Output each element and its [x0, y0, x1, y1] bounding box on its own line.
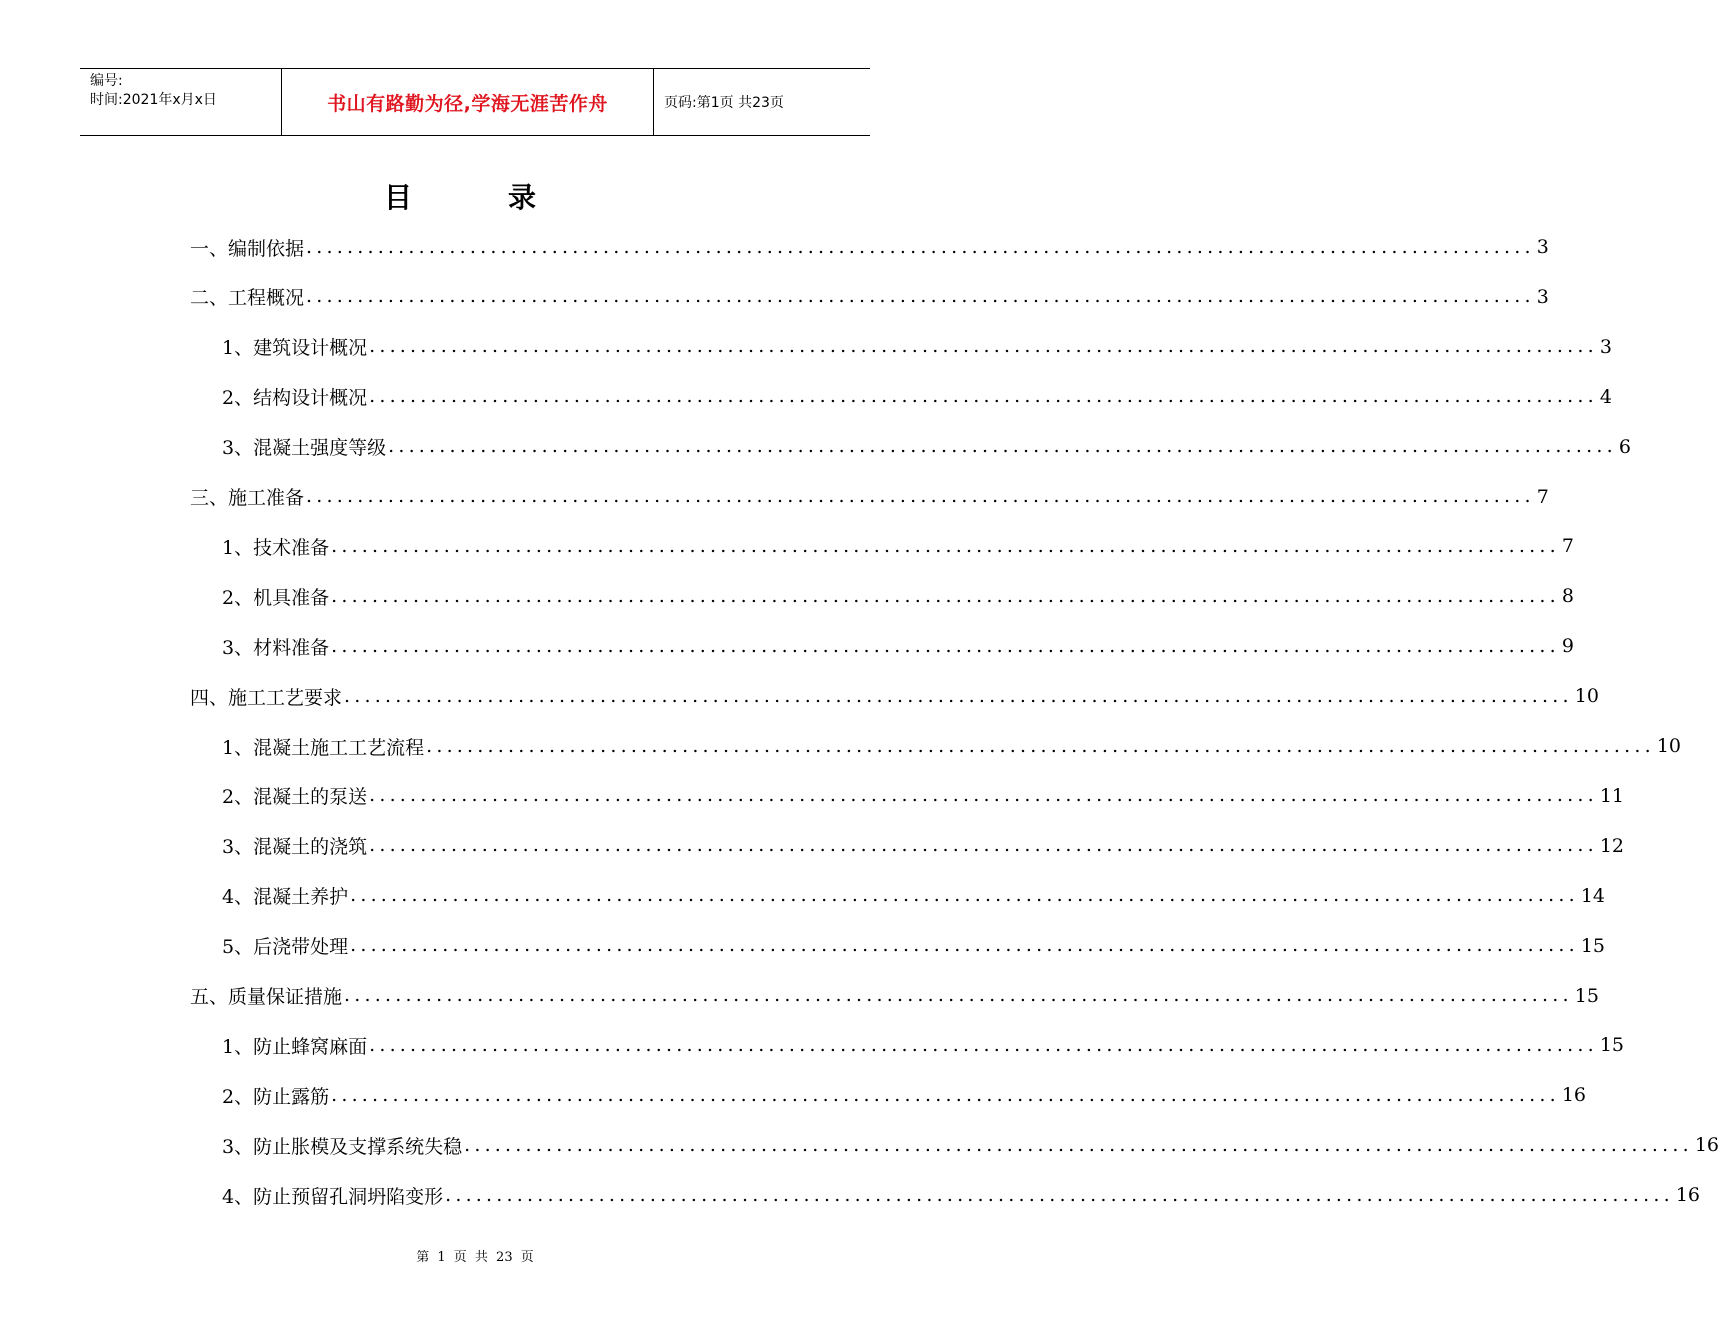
toc-dot-leader: ........................................................................................................................: [426, 734, 1655, 757]
toc-title: 目录: [383, 181, 632, 214]
toc-dot-leader: ........................................................................................................................: [306, 235, 1535, 258]
toc-entry-page: 12: [1599, 834, 1625, 857]
page-footer: 第 1 页 共 23 页: [416, 1250, 534, 1265]
toc-entry-page: 16: [1561, 1084, 1587, 1107]
toc-entry-page: 15: [1574, 984, 1599, 1007]
toc-entry-label: 3、混凝土强度等级: [222, 437, 387, 460]
toc-entry-page: 16: [1675, 1184, 1701, 1207]
toc-entry-page: 3: [1536, 285, 1549, 308]
toc-entry-label: 五、质量保证措施: [190, 986, 343, 1008]
toc-entry-label: 3、防止胀模及支撑系统失稳: [222, 1135, 463, 1158]
toc-entry-page: 3: [1599, 335, 1612, 358]
toc-dot-leader: ........................................................................................................................: [344, 984, 1573, 1006]
toc-entry[interactable]: [222, 1120, 1719, 1170]
toc-entry-label: 1、混凝土施工工艺流程: [222, 736, 425, 759]
toc-entry-page: 6: [1618, 435, 1631, 458]
header-page-info: 页码:第1页 共23页: [664, 95, 784, 111]
toc-dot-leader: ........................................................................................................................: [350, 884, 1579, 907]
toc-entry-page: 10: [1656, 735, 1682, 757]
toc-entry-label: 3、混凝土的浇筑: [222, 836, 368, 859]
toc-entry-label: 三、施工准备: [190, 487, 305, 509]
toc-dot-leader: ........................................................................................................................: [388, 435, 1617, 458]
toc-entry-label: 二、工程概况: [190, 287, 305, 310]
toc-dot-leader: ........................................................................................................................: [445, 1183, 1674, 1206]
toc-dot-leader: ........................................................................................................................: [369, 1033, 1598, 1056]
toc-entry[interactable]: [222, 372, 1612, 422]
toc-entry[interactable]: [222, 322, 1612, 372]
header-motto-cell: [282, 69, 654, 135]
toc-entry-page: 16: [1694, 1134, 1719, 1157]
toc-entry-label: 1、技术准备: [222, 536, 330, 559]
toc-entry-label: 一、编制依据: [190, 237, 305, 260]
toc-entry[interactable]: [222, 821, 1625, 871]
toc-dot-leader: ........................................................................................................................: [369, 834, 1598, 857]
toc-dot-leader: ........................................................................................................................: [331, 584, 1560, 607]
toc-dot-leader: ........................................................................................................................: [369, 385, 1598, 408]
toc-entry-page: 3: [1536, 236, 1549, 258]
header-info-cell: [80, 69, 282, 135]
toc-dot-leader: ........................................................................................................................: [344, 684, 1573, 707]
toc-entry-page: 8: [1561, 585, 1574, 608]
document-number-label: 编号:: [90, 73, 123, 89]
toc-entry-page: 15: [1599, 1034, 1625, 1057]
header-motto: 书山有路勤为径,学海无涯苦作舟: [327, 92, 608, 115]
toc-dot-leader: ........................................................................................................................: [331, 1083, 1560, 1106]
toc-entry-label: 3、材料准备: [222, 636, 330, 659]
toc-entry-label: 2、防止露筋: [222, 1085, 330, 1108]
toc-entry[interactable]: [222, 1170, 1701, 1220]
toc-entry[interactable]: [190, 671, 1599, 721]
document-header: [80, 68, 870, 136]
toc-entry[interactable]: [222, 422, 1631, 472]
toc-entry[interactable]: [222, 1020, 1625, 1070]
toc-entry-page: 7: [1561, 535, 1574, 558]
toc-entry-label: 2、机具准备: [222, 586, 330, 609]
toc-entry[interactable]: [222, 1070, 1587, 1120]
toc-dot-leader: ........................................................................................................................: [331, 634, 1560, 657]
toc-entry[interactable]: [190, 472, 1549, 522]
toc-dot-leader: ........................................................................................................................: [369, 784, 1598, 807]
toc-entry-page: 10: [1574, 685, 1599, 708]
header-page-cell: [654, 69, 870, 135]
toc-entry-page: 11: [1599, 784, 1625, 807]
toc-entry[interactable]: [190, 222, 1549, 272]
toc-entry-label: 5、后浇带处理: [222, 936, 349, 959]
toc-entry[interactable]: [222, 521, 1574, 571]
toc-entry-page: 4: [1599, 385, 1612, 408]
toc-entry[interactable]: [190, 971, 1599, 1021]
toc-entry-label: 4、混凝土养护: [222, 886, 349, 909]
toc-dot-leader: ........................................................................................................................: [306, 285, 1535, 308]
toc-entry[interactable]: [222, 871, 1606, 921]
toc-entry-page: 9: [1561, 635, 1574, 658]
document-time-label: 时间:2021年x月x日: [90, 92, 217, 108]
toc-dot-leader: ........................................................................................................................: [331, 534, 1560, 557]
toc-entry-label: 2、结构设计概况: [222, 387, 368, 410]
toc-entry-page: 15: [1580, 934, 1606, 957]
toc-entry-label: 四、施工工艺要求: [190, 686, 343, 709]
toc-entry-label: 1、防止蜂窝麻面: [222, 1035, 368, 1058]
toc-entry-page: 14: [1580, 884, 1606, 907]
toc-entry-label: 4、防止预留孔洞坍陷变形: [222, 1185, 444, 1208]
toc-dot-leader: ........................................................................................................................: [369, 335, 1598, 358]
toc-dot-leader: ........................................................................................................................: [464, 1133, 1693, 1156]
toc-entry[interactable]: [222, 771, 1625, 821]
toc-dot-leader: ........................................................................................................................: [350, 934, 1579, 957]
toc-entry[interactable]: [222, 621, 1574, 671]
toc-entry-label: 2、混凝土的泵送: [222, 786, 368, 809]
toc-entry[interactable]: [190, 272, 1549, 322]
toc-entry-page: 7: [1536, 485, 1549, 508]
toc-entry-label: 1、建筑设计概况: [222, 337, 368, 360]
toc-entry[interactable]: [222, 921, 1606, 971]
toc-dot-leader: ........................................................................................................................: [306, 485, 1535, 507]
toc-entry[interactable]: [222, 721, 1682, 771]
toc-entry[interactable]: [222, 571, 1574, 621]
